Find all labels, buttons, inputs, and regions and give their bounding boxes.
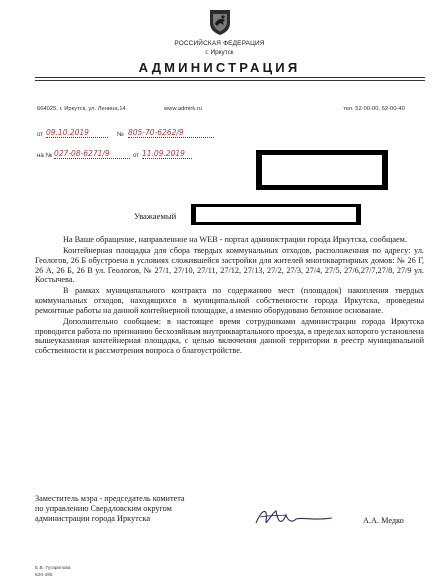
header-title: АДМИНИСТРАЦИЯ <box>138 60 301 75</box>
redacted-recipient-box <box>256 150 388 190</box>
coat-of-arms-icon <box>208 8 232 36</box>
number-label: № <box>117 131 124 138</box>
address-text: 664025, г. Иркутск, ул. Ленина,14 <box>37 106 126 112</box>
outgoing-number: 805-70-6262/9 <box>128 128 214 138</box>
executor-phone: 520-495 <box>35 573 53 578</box>
from-label: от <box>37 131 44 138</box>
signatory-line-1: Заместитель мэра - председатель комитета <box>35 494 185 503</box>
outgoing-date: 09.10.2019 <box>46 128 108 138</box>
redacted-recipient-name <box>191 204 361 225</box>
header-country: РОССИЙСКАЯ ФЕДЕРАЦИЯ <box>174 40 265 47</box>
website-text: www.admirk.ru <box>164 106 203 112</box>
signatory-line-3: администрации города Иркутска <box>35 514 151 523</box>
signatory-position <box>35 494 185 524</box>
executor-name: Е.В. Тугарипова <box>35 566 71 571</box>
signatory-name: А.А. Медко <box>363 516 404 525</box>
in-reply-label: на № <box>37 152 53 159</box>
header-city: г. Иркутск <box>205 49 234 56</box>
paragraph-intro: На Ваше обращение, направленное на WEB - портал администрации города Иркутска, сообщаем. <box>63 235 407 244</box>
in-reply-from-label: от <box>133 152 140 159</box>
paragraph-repair-works: В рамках муниципального контракта по содержанию мест (площадок) накопления твердых коммунальных отходов, находящихся в муниципальной собственности города Иркутска, проведены ремонтные работы на данной контейнерной площадке, а именно оборудовано бетонное основание. <box>35 286 424 315</box>
letter-body <box>35 235 424 356</box>
handwritten-signature <box>252 503 336 531</box>
incoming-number: 027-08-6271/9 <box>54 149 130 159</box>
greeting: Уважаемый <box>134 211 177 221</box>
header-rule-bottom <box>35 80 425 81</box>
signatory-line-2: по управлению Свердловским округом <box>35 504 172 513</box>
header-rule-top <box>35 77 425 78</box>
incoming-date: 11.09.2019 <box>142 149 192 159</box>
phones-text: тел. 52-00-00, 52-00-40 <box>343 106 405 112</box>
paragraph-container-site: Контейнерная площадка для сбора твердых коммунальных отходов, расположенная по адресу: ул. Геологов, 26 Б обустроена в условиях сложившейся застройки для жителей многоквартирных домов: № 26 Г, 26 А, 26 Б, 26 В ул. Геологов, № 27/1, 27/10, 27/11, 27/12, 27/13, 27/2, 27/3, 27/4, 27/5, 27/6,27/7,27/8, 27/9 ул. Костычева. <box>35 245 424 285</box>
paragraph-additional: Дополнительно сообщаем: в настоящее время сотрудниками администрации города Иркутска проводится работа по признанию бесхозяйным внутриквартального проезда, в пределах которого установлена вышеуказанная контейнерная площадка, с целью включения данной территории в реестр муниципальной собственности и рассмотрения вопроса о благоустройстве. <box>35 316 424 356</box>
